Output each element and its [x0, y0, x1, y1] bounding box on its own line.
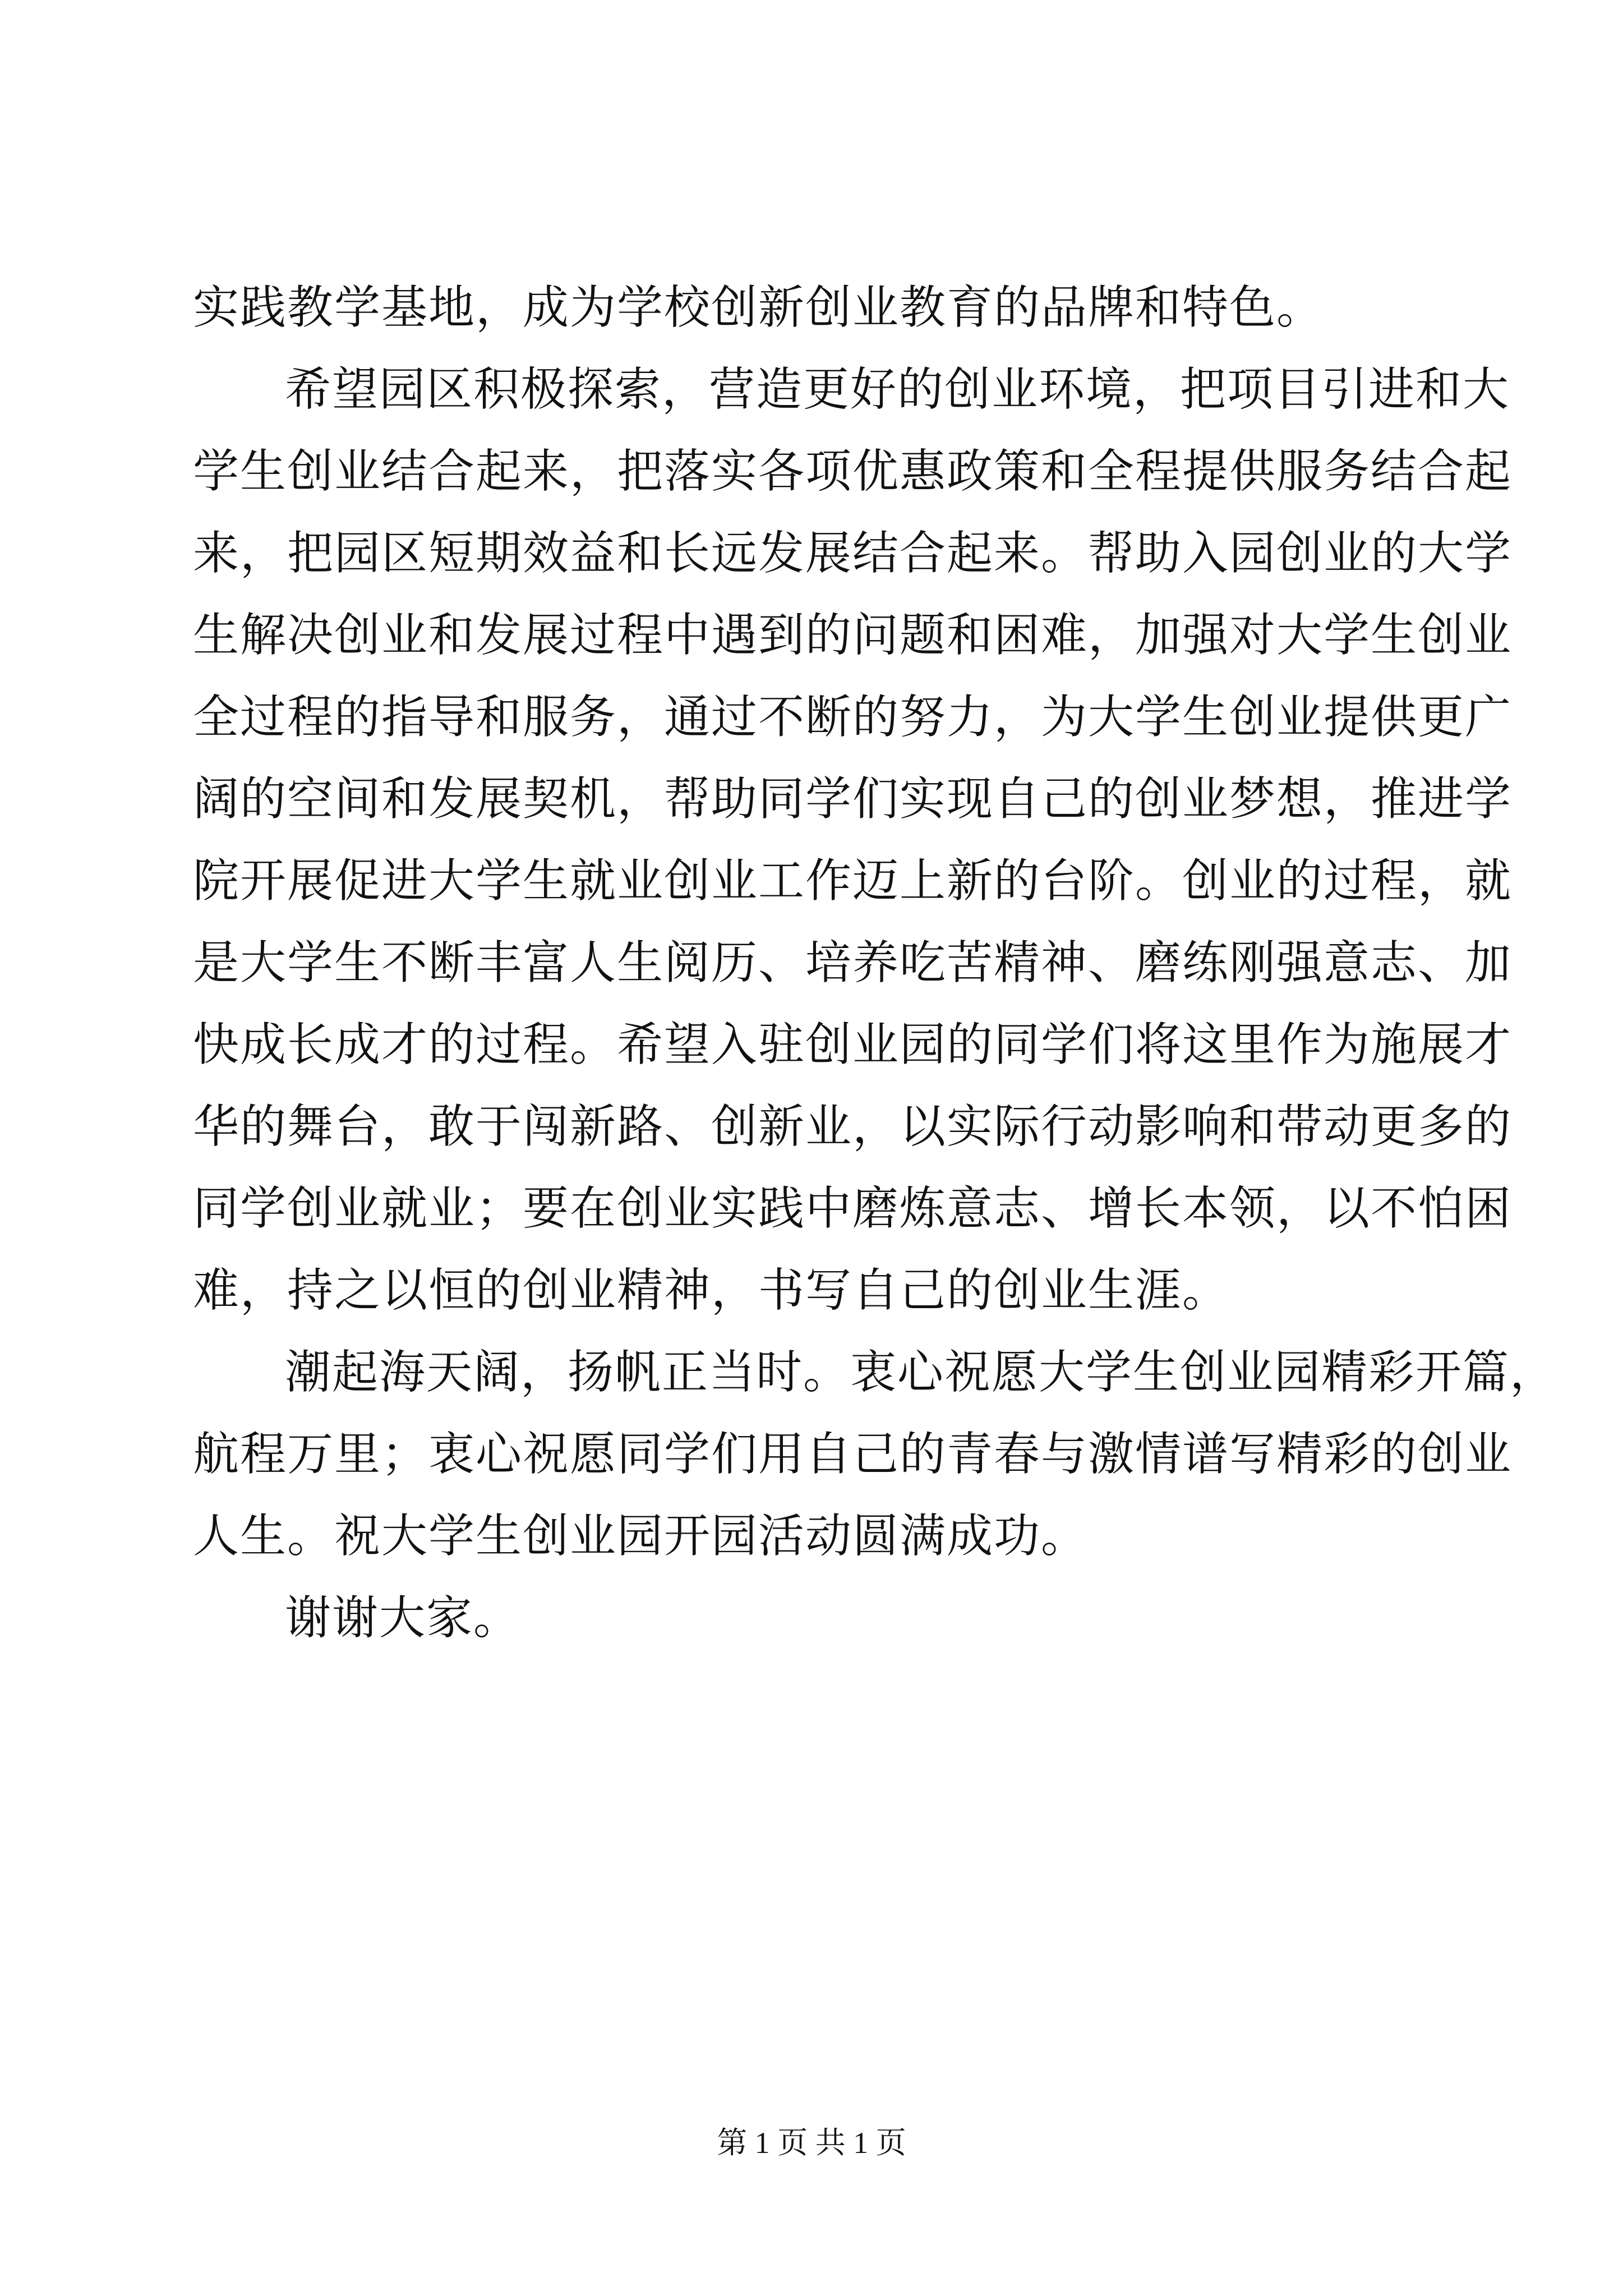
document-body [193, 267, 1557, 1659]
paragraph-3-line-1: 潮起海天阔，扬帆正当时。衷心祝愿大学生创业园精彩开篇， [285, 1346, 1557, 1399]
paragraph-2-line-6: 阔的空间和发展契机，帮助同学们实现自己的创业梦想，推进学 [193, 772, 1513, 826]
paragraph-2-line-2: 学生创业结合起来，把落实各项优惠政策和全程提供服务结合起 [193, 445, 1513, 498]
paragraph-2-line-3: 来，把园区短期效益和长远发展结合起来。帮助入园创业的大学 [193, 527, 1513, 580]
paragraph-3-line-3: 人生。祝大学生创业园开园活动圆满成功。 [193, 1510, 1089, 1563]
page-number-footer: 第 1 页 共 1 页 [717, 2126, 906, 2160]
paragraph-1-line-1: 实践教学基地，成为学校创新创业教育的品牌和特色。 [193, 281, 1324, 334]
paragraph-2-line-4: 生解决创业和发展过程中遇到的问题和困难，加强对大学生创业 [193, 609, 1513, 662]
paragraph-2-line-8: 是大学生不断丰富人生阅历、培养吃苦精神、磨练刚强意志、加 [193, 936, 1513, 990]
paragraph-2-line-5: 全过程的指导和服务，通过不断的努力，为大学生创业提供更广 [193, 691, 1513, 744]
paragraph-2-line-7: 院开展促进大学生就业创业工作迈上新的台阶。创业的过程，就 [193, 854, 1513, 908]
paragraph-2-line-11: 同学创业就业；要在创业实践中磨炼意志、增长本领，以不怕困 [193, 1182, 1513, 1235]
paragraph-3-line-2: 航程万里；衷心祝愿同学们用自己的青春与激情谱写精彩的创业 [193, 1428, 1513, 1481]
paragraph-2-line-1: 希望园区积极探索，营造更好的创业环境，把项目引进和大 [285, 363, 1510, 416]
paragraph-2-line-12: 难，持之以恒的创业精神，书写自己的创业生涯。 [193, 1264, 1230, 1317]
paragraph-4-line-1: 谢谢大家。 [285, 1591, 521, 1645]
paragraph-2-line-9: 快成长成才的过程。希望入驻创业园的同学们将这里作为施展才 [193, 1018, 1513, 1071]
paragraph-2-line-10: 华的舞台，敢于闯新路、创新业，以实际行动影响和带动更多的 [193, 1100, 1513, 1153]
